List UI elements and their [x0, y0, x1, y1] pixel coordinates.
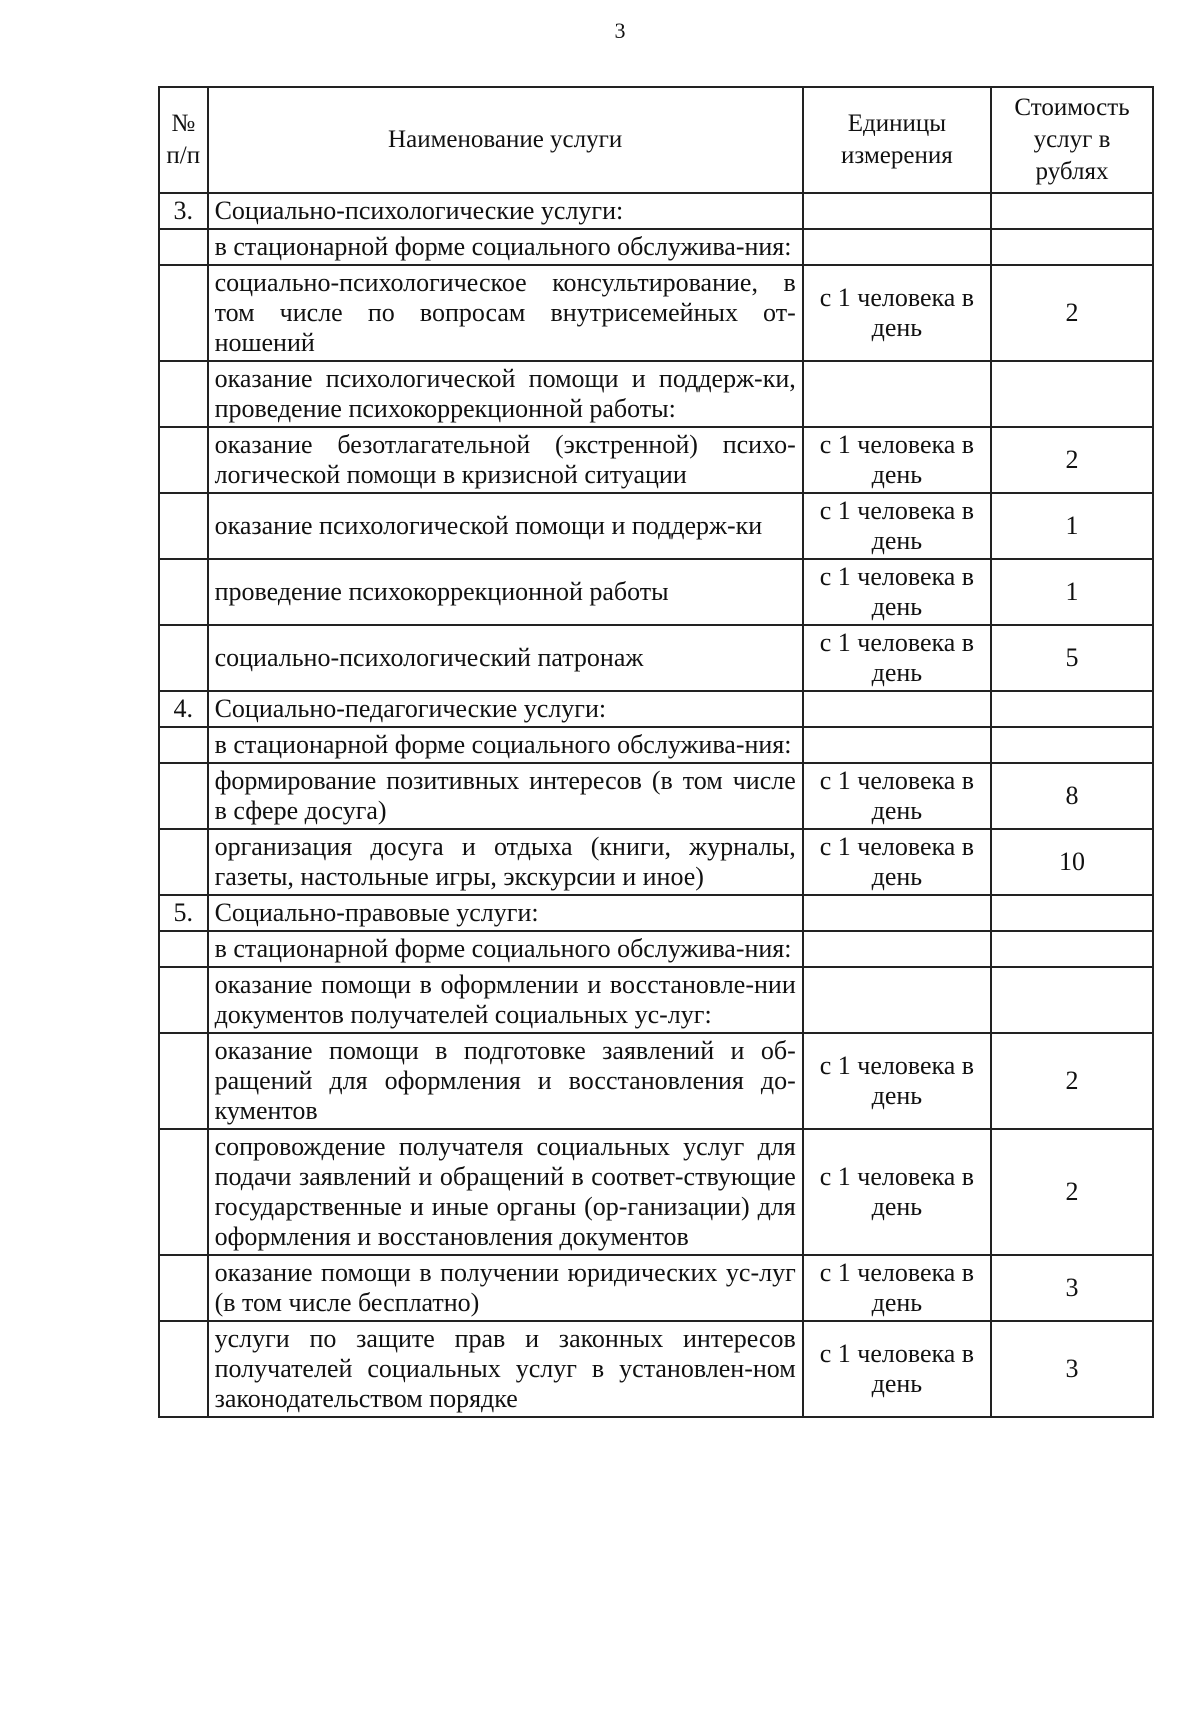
table-row	[159, 361, 1153, 427]
table-row	[159, 427, 1153, 493]
cost-cell: 3	[991, 1321, 1153, 1417]
cost-cell: 2	[991, 427, 1153, 493]
cost-cell: 2	[991, 1129, 1153, 1255]
table-body	[159, 193, 1153, 1417]
table-row	[159, 229, 1153, 265]
cost-cell	[991, 361, 1153, 427]
service-name-cell: услуги по защите прав и законных интересов получателей социальных услуг в установлен-ном законодательством порядке	[208, 1321, 803, 1417]
table-row	[159, 559, 1153, 625]
table-row	[159, 895, 1153, 931]
unit-cell	[803, 727, 991, 763]
unit-cell: с 1 человека в день	[803, 1321, 991, 1417]
row-number-cell	[159, 361, 208, 427]
service-name-cell: в стационарной форме социального обслужива-ния:	[208, 229, 803, 265]
service-name-cell: организация досуга и отдыха (книги, журналы, газеты, настольные игры, экскурсии и иное)	[208, 829, 803, 895]
unit-cell: с 1 человека в день	[803, 265, 991, 361]
service-name-cell: оказание психологической помощи и поддерж-ки	[208, 493, 803, 559]
row-number-cell	[159, 967, 208, 1033]
table-row	[159, 763, 1153, 829]
table-row	[159, 931, 1153, 967]
table-row	[159, 1129, 1153, 1255]
unit-cell: с 1 человека в день	[803, 1255, 991, 1321]
unit-cell: с 1 человека в день	[803, 493, 991, 559]
row-number-cell	[159, 931, 208, 967]
cost-cell: 10	[991, 829, 1153, 895]
row-number-cell	[159, 763, 208, 829]
service-name-cell: оказание безотлагательной (экстренной) психо-логической помощи в кризисной ситуации	[208, 427, 803, 493]
table-row	[159, 1255, 1153, 1321]
service-name-cell: Социально-психологические услуги:	[208, 193, 803, 229]
unit-cell	[803, 193, 991, 229]
cost-cell	[991, 895, 1153, 931]
row-number-cell	[159, 493, 208, 559]
table-row	[159, 727, 1153, 763]
service-name-cell: в стационарной форме социального обслужива-ния:	[208, 727, 803, 763]
cost-cell	[991, 193, 1153, 229]
cost-cell: 1	[991, 493, 1153, 559]
row-number-cell	[159, 427, 208, 493]
cost-cell: 5	[991, 625, 1153, 691]
cost-cell: 2	[991, 265, 1153, 361]
service-name-cell: оказание помощи в оформлении и восстановле-нии документов получателей социальных ус-луг:	[208, 967, 803, 1033]
row-number-cell	[159, 1129, 208, 1255]
unit-cell: с 1 человека в день	[803, 1033, 991, 1129]
cost-cell: 8	[991, 763, 1153, 829]
table-row	[159, 193, 1153, 229]
table-row	[159, 1321, 1153, 1417]
cost-cell	[991, 931, 1153, 967]
table-header-row	[159, 87, 1153, 193]
page-number: 3	[614, 18, 626, 43]
service-name-cell: оказание помощи в подготовке заявлений и об-ращений для оформления и восстановления до-кументов	[208, 1033, 803, 1129]
row-number-cell: 4.	[159, 691, 208, 727]
table-row	[159, 1033, 1153, 1129]
unit-cell	[803, 691, 991, 727]
header-num: № п/п	[159, 87, 208, 193]
unit-cell	[803, 229, 991, 265]
table-row	[159, 829, 1153, 895]
cost-cell: 2	[991, 1033, 1153, 1129]
row-number-cell	[159, 559, 208, 625]
table-row	[159, 265, 1153, 361]
cost-cell	[991, 967, 1153, 1033]
row-number-cell	[159, 265, 208, 361]
service-name-cell: сопровождение получателя социальных услуг для подачи заявлений и обращений в соответ-ствующие государственные и иные органы (ор-ганизации) для оформления и восстановления документов	[208, 1129, 803, 1255]
header-unit: Единицы измерения	[803, 87, 991, 193]
table-row	[159, 967, 1153, 1033]
unit-cell: с 1 человека в день	[803, 829, 991, 895]
cost-cell	[991, 691, 1153, 727]
row-number-cell	[159, 829, 208, 895]
row-number-cell	[159, 229, 208, 265]
unit-cell: с 1 человека в день	[803, 763, 991, 829]
row-number-cell: 3.	[159, 193, 208, 229]
table-row	[159, 493, 1153, 559]
service-name-cell: формирование позитивных интересов (в том числе в сфере досуга)	[208, 763, 803, 829]
header-cost: Стоимость услуг в рублях	[991, 87, 1153, 193]
service-name-cell: в стационарной форме социального обслужива-ния:	[208, 931, 803, 967]
service-name-cell: социально-психологический патронаж	[208, 625, 803, 691]
service-name-cell: Социально-правовые услуги:	[208, 895, 803, 931]
row-number-cell	[159, 727, 208, 763]
row-number-cell	[159, 1033, 208, 1129]
service-name-cell: социально-психологическое консультирование, в том числе по вопросам внутрисемейных от-ношений	[208, 265, 803, 361]
table-row	[159, 691, 1153, 727]
service-name-cell: оказание психологической помощи и поддерж-ки, проведение психокоррекционной работы:	[208, 361, 803, 427]
services-table	[158, 86, 1154, 1418]
unit-cell	[803, 361, 991, 427]
cost-cell	[991, 727, 1153, 763]
unit-cell: с 1 человека в день	[803, 559, 991, 625]
row-number-cell	[159, 625, 208, 691]
service-name-cell: проведение психокоррекционной работы	[208, 559, 803, 625]
header-name: Наименование услуги	[208, 87, 803, 193]
cost-cell: 3	[991, 1255, 1153, 1321]
unit-cell	[803, 895, 991, 931]
row-number-cell	[159, 1255, 208, 1321]
unit-cell	[803, 931, 991, 967]
cost-cell	[991, 229, 1153, 265]
service-name-cell: Социально-педагогические услуги:	[208, 691, 803, 727]
service-name-cell: оказание помощи в получении юридических ус-луг (в том числе бесплатно)	[208, 1255, 803, 1321]
unit-cell: с 1 человека в день	[803, 427, 991, 493]
unit-cell: с 1 человека в день	[803, 1129, 991, 1255]
row-number-cell: 5.	[159, 895, 208, 931]
cost-cell: 1	[991, 559, 1153, 625]
unit-cell	[803, 967, 991, 1033]
unit-cell: с 1 человека в день	[803, 625, 991, 691]
table-row	[159, 625, 1153, 691]
row-number-cell	[159, 1321, 208, 1417]
